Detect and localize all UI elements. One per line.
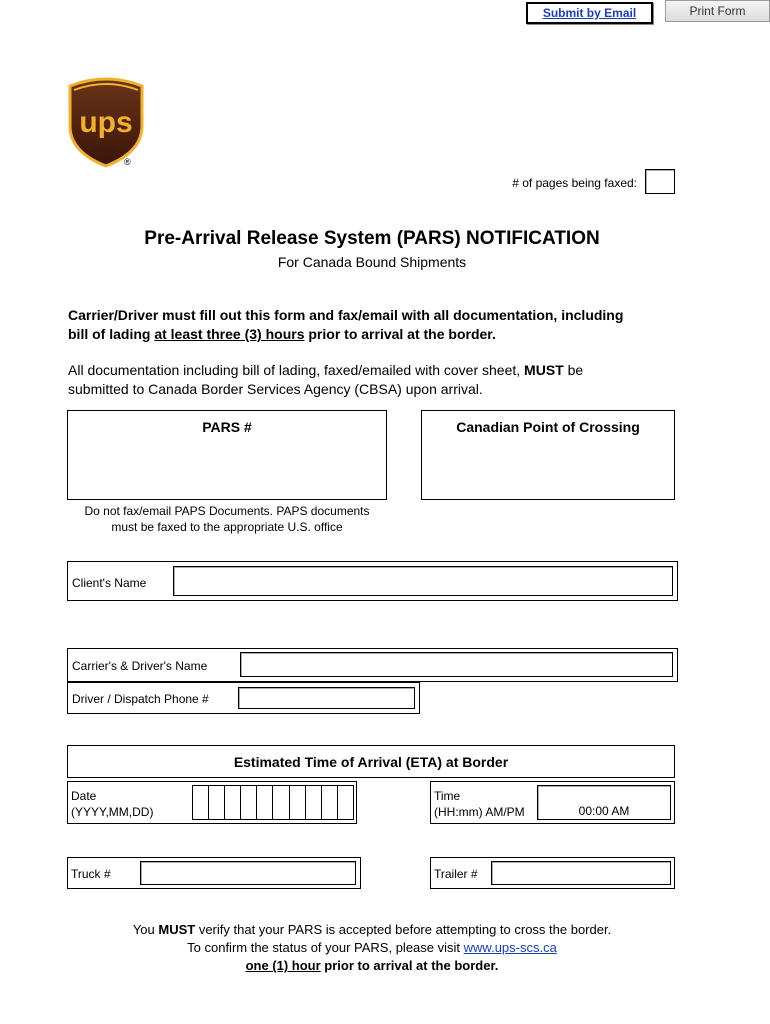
paps-note [67, 503, 387, 535]
ups-logo [66, 74, 146, 170]
trailer-number-input[interactable] [491, 861, 671, 885]
eta-time-input[interactable]: 00:00 AM [537, 785, 671, 820]
pars-number-field[interactable] [67, 410, 387, 500]
documentation-line-1-a: All documentation including bill of lading, faxed/emailed with cover sheet, [68, 362, 525, 378]
documentation-line-2: submitted to Canada Border Services Agency (CBSA) upon arrival. [68, 381, 483, 397]
page-subtitle: For Canada Bound Shipments [277, 254, 467, 270]
footer-line-3-b: prior to arrival at the border. [320, 958, 499, 973]
client-name-label: Client's Name [72, 576, 147, 590]
print-form-button[interactable]: Print Form [665, 0, 770, 22]
carrier-driver-label: Carrier's & Driver's Name [72, 659, 208, 673]
ups-shield-icon [66, 74, 146, 170]
eta-time-label-line-2: (HH:mm) AM/PM [434, 805, 525, 819]
instructions-line-2-a: bill of lading [68, 326, 155, 342]
point-of-crossing-label: Canadian Point of Crossing [456, 419, 640, 435]
trailer-number-label: Trailer # [434, 867, 478, 881]
dispatch-phone-row [67, 682, 420, 714]
dispatch-phone-label: Driver / Dispatch Phone # [72, 692, 209, 706]
date-digit-cell[interactable] [306, 786, 322, 819]
footer-line-2-a: To confirm the status of your PARS, please visit [187, 940, 464, 955]
eta-time-row [430, 781, 675, 824]
carrier-instructions [68, 306, 758, 344]
registered-mark: ® [124, 157, 131, 167]
eta-date-label-line-1: Date [71, 789, 97, 803]
date-digit-cell[interactable] [338, 786, 353, 819]
paps-note-line-1: Do not fax/email PAPS Documents. PAPS documents [84, 504, 370, 518]
dispatch-phone-input[interactable] [238, 687, 415, 709]
date-digit-cell[interactable] [209, 786, 225, 819]
paps-note-line-2: must be faxed to the appropriate U.S. office [111, 520, 343, 534]
documentation-line-1-b: be [563, 362, 584, 378]
eta-time-label-line-1: Time [434, 789, 461, 803]
truck-number-input[interactable] [140, 861, 356, 885]
footer-line-1-b: verify that your PARS is accepted before attempting to cross the border. [195, 922, 612, 937]
client-name-input[interactable] [173, 566, 673, 596]
footer-deadline: one (1) hour [245, 958, 321, 973]
point-of-crossing-field[interactable] [421, 410, 675, 500]
date-digit-cell[interactable] [225, 786, 241, 819]
documentation-note [68, 361, 758, 399]
truck-number-label: Truck # [71, 867, 111, 881]
client-name-row [67, 561, 678, 601]
footer-must: MUST [158, 922, 196, 937]
date-digit-cell[interactable] [273, 786, 289, 819]
footer-line-3 [0, 957, 744, 975]
eta-date-label-line-2: (YYYY,MM,DD) [71, 805, 154, 819]
ups-scs-link[interactable]: www.ups-scs.ca [463, 940, 557, 955]
truck-number-row [67, 857, 361, 889]
instructions-line-1: Carrier/Driver must fill out this form and fax/email with all documentation, including [68, 307, 624, 323]
pages-faxed-label: # of pages being faxed: [512, 176, 637, 190]
pars-number-label: PARS # [202, 419, 252, 435]
date-digit-cell[interactable] [257, 786, 273, 819]
instructions-line-2 [68, 325, 758, 344]
eta-title: Estimated Time of Arrival (ETA) at Border [233, 754, 509, 770]
date-digit-cell[interactable] [322, 786, 338, 819]
instructions-deadline: at least three (3) hours [154, 326, 305, 342]
date-digit-cell[interactable] [241, 786, 257, 819]
footer-line-1 [0, 921, 744, 939]
pages-faxed-input[interactable] [645, 169, 675, 194]
carrier-driver-row [67, 648, 678, 682]
documentation-line-1 [68, 361, 758, 380]
date-digit-cell[interactable] [290, 786, 306, 819]
eta-date-label [71, 788, 153, 820]
eta-date-row [67, 781, 357, 824]
submit-by-email-button[interactable]: Submit by Email [526, 2, 653, 24]
page-title: Pre-Arrival Release System (PARS) NOTIFICATION [144, 228, 600, 249]
verification-note [0, 921, 744, 975]
footer-line-1-a: You [132, 922, 159, 937]
eta-header [67, 745, 675, 778]
documentation-must: MUST [524, 362, 564, 378]
trailer-number-row [430, 857, 675, 889]
svg-text:ups: ups [79, 106, 133, 139]
eta-date-input[interactable] [192, 785, 354, 820]
instructions-line-2-b: prior to arrival at the border. [304, 326, 496, 342]
footer-line-2 [0, 939, 744, 957]
eta-time-label [434, 788, 525, 820]
carrier-driver-input[interactable] [240, 652, 673, 677]
date-digit-cell[interactable] [193, 786, 209, 819]
